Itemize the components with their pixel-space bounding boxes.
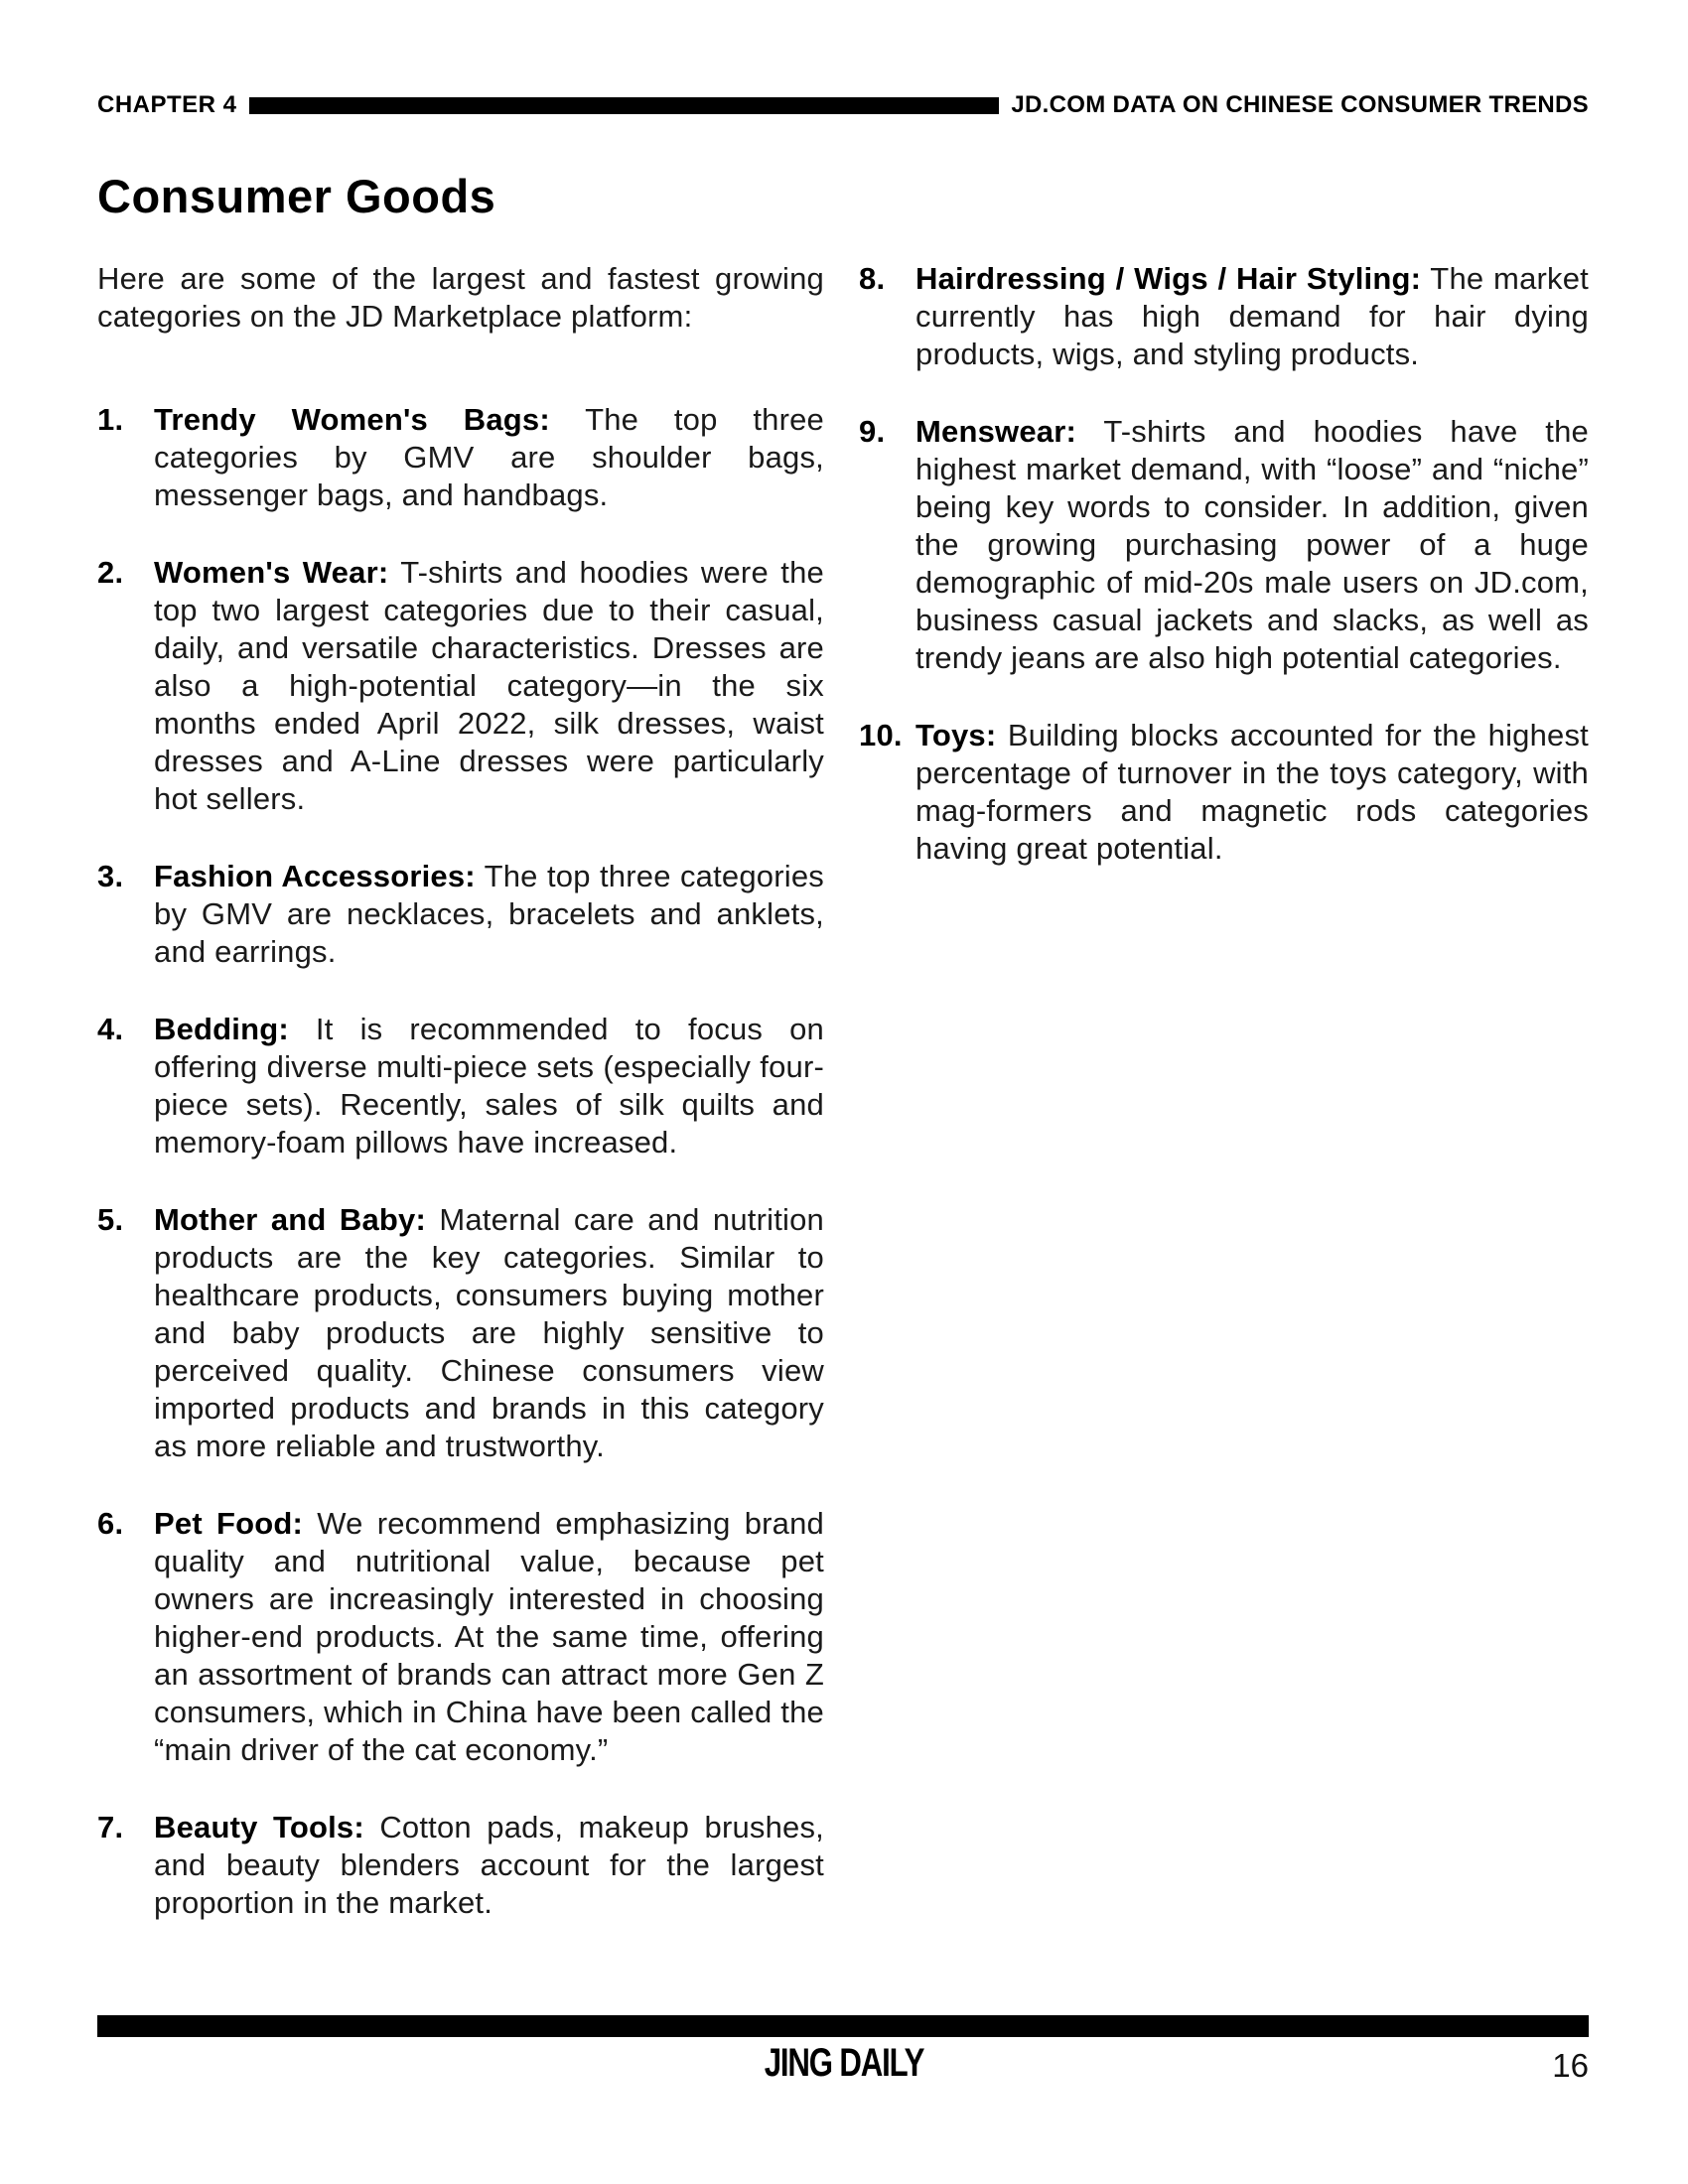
intro-paragraph: Here are some of the largest and fastest growing categories on the JD Marketplace platform: bbox=[97, 261, 824, 334]
list-item bbox=[97, 401, 824, 514]
list-item bbox=[97, 1201, 824, 1465]
list-item bbox=[97, 1809, 824, 1922]
list-item-text: Cotton pads, makeup brushes, and beauty blenders account for the largest proportion in the market. bbox=[154, 1810, 824, 1920]
list-item-label: Beauty Tools: bbox=[154, 1810, 364, 1844]
list-item bbox=[97, 1505, 824, 1769]
list-item-label: Mother and Baby: bbox=[154, 1202, 426, 1237]
list-item-text: Maternal care and nutrition products are the key categories. Similar to healthcare products, consumers buying mother and baby products are highly sensitive to perceived quality. Chinese consumers view imported products and brands in this category as more reliable and trustworthy. bbox=[154, 1202, 824, 1463]
list-item-label: Hairdressing / Wigs / Hair Styling: bbox=[915, 261, 1422, 296]
list-item-label: Menswear: bbox=[915, 414, 1077, 449]
content-columns bbox=[97, 260, 1589, 1922]
list-item-label: Bedding: bbox=[154, 1012, 289, 1046]
footer-rule bbox=[97, 2015, 1589, 2037]
list-item-text: The top three categories by GMV are shoulder bags, messenger bags, and handbags. bbox=[154, 402, 824, 512]
list-item-text: T-shirts and hoodies have the highest market demand, with “loose” and “niche” being key words to consider. In addition, given the growing purchasing power of a huge demographic of mid-20s male users on JD.com, business casual jackets and slacks, as well as trendy jeans are also high potential categories. bbox=[915, 414, 1589, 675]
list-item-text: It is recommended to focus on offering diverse multi-piece sets (especially four-piece sets). Recently, sales of silk quilts and memory-foam pillows have increased. bbox=[154, 1012, 824, 1160]
list-item-text: T-shirts and hoodies were the top two largest categories due to their casual, daily, and versatile characteristics. Dresses are also a high-potential category—in the six months ended April 2022, silk dresses, waist dresses and A-Line dresses were particularly hot sellers. bbox=[154, 555, 824, 816]
list-item bbox=[859, 717, 1589, 868]
right-column bbox=[859, 260, 1589, 1922]
list-item-label: Trendy Women's Bags: bbox=[154, 402, 550, 437]
page-number: 16 bbox=[1552, 2047, 1589, 2084]
list-item bbox=[97, 858, 824, 971]
page-title: Consumer Goods bbox=[97, 170, 496, 222]
page-header bbox=[97, 91, 1589, 119]
list-item-number: 3. bbox=[97, 859, 124, 893]
list-item-text: The top three categories by GMV are necklaces, bracelets and anklets, and earrings. bbox=[154, 859, 824, 969]
list-item-text: The market currently has high demand for hair dying products, wigs, and styling products. bbox=[915, 261, 1589, 371]
list-item-text: Building blocks accounted for the highest percentage of turnover in the toys category, with mag-formers and magnetic rods categories having great potential. bbox=[915, 718, 1589, 866]
list-item-label: Pet Food: bbox=[154, 1506, 304, 1541]
header-rule bbox=[249, 97, 1000, 114]
list-item-label: Toys: bbox=[915, 718, 997, 752]
left-column bbox=[97, 260, 824, 1922]
list-item-number: 10. bbox=[859, 718, 903, 752]
list-item bbox=[97, 554, 824, 818]
list-item-number: 1. bbox=[97, 402, 124, 437]
list-item-number: 2. bbox=[97, 555, 124, 590]
list-item-number: 6. bbox=[97, 1506, 124, 1541]
list-item bbox=[97, 1011, 824, 1161]
list-item bbox=[859, 260, 1589, 373]
list-item-number: 4. bbox=[97, 1012, 124, 1046]
list-item-number: 5. bbox=[97, 1202, 124, 1237]
header-title: JD.COM DATA ON CHINESE CONSUMER TRENDS bbox=[1011, 91, 1589, 118]
list-item-label: Fashion Accessories: bbox=[154, 859, 476, 893]
list-item-number: 7. bbox=[97, 1810, 124, 1844]
brand-logo: JING DAILY bbox=[764, 2041, 924, 2085]
list-item-text: We recommend emphasizing brand quality and nutritional value, because pet owners are increasingly interested in choosing higher-end products. At the same time, offering an assortment of brands can attract more Gen Z consumers, which in China have been called the “main driver of the cat economy.” bbox=[154, 1506, 824, 1767]
chapter-label: CHAPTER 4 bbox=[97, 91, 237, 118]
list-item bbox=[859, 413, 1589, 677]
list-item-number: 9. bbox=[859, 414, 886, 449]
list-item-label: Women's Wear: bbox=[154, 555, 389, 590]
list-item-number: 8. bbox=[859, 261, 886, 296]
